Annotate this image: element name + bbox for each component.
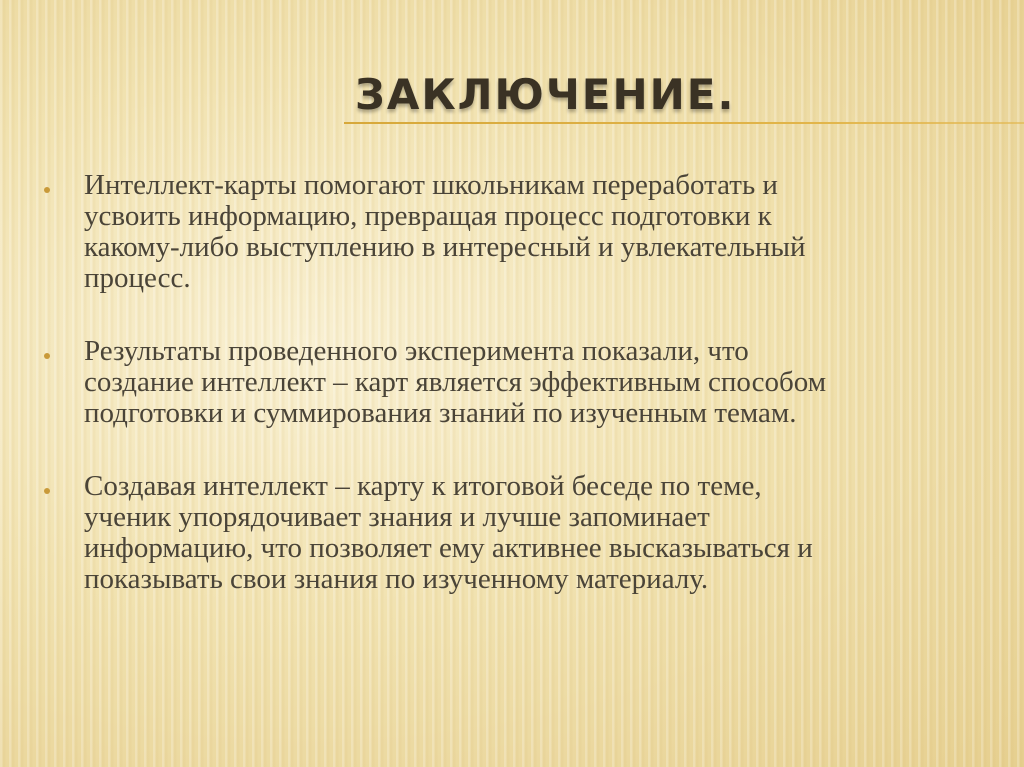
bullet-dot-icon bbox=[44, 488, 50, 494]
bullet-text: Результаты проведенного эксперимента показали, что создание интеллект – карт является эффективным способом подготовки и суммирования знаний по изученным темам. bbox=[84, 335, 827, 429]
bullet-item bbox=[0, 336, 1024, 429]
bullet-dot-icon bbox=[44, 187, 50, 193]
bullet-item bbox=[0, 170, 1024, 294]
bullet-text: Интеллект-карты помогают школьникам переработать и усвоить информацию, превращая процесс подготовки к какому-либо выступлению в интересный и увлекательный процесс. bbox=[84, 169, 806, 294]
slide-title: ЗАКЛЮЧЕНИЕ. bbox=[355, 70, 736, 119]
bullet-list bbox=[0, 170, 1024, 637]
title-underline bbox=[344, 122, 1024, 124]
bullet-dot-icon bbox=[44, 353, 50, 359]
bullet-text: Создавая интеллект – карту к итоговой беседе по теме, ученик упорядочивает знания и лучше запоминает информацию, что позволяет ему активнее высказываться и показывать свои знания по изученному материалу. bbox=[84, 470, 813, 595]
bullet-item bbox=[0, 471, 1024, 595]
